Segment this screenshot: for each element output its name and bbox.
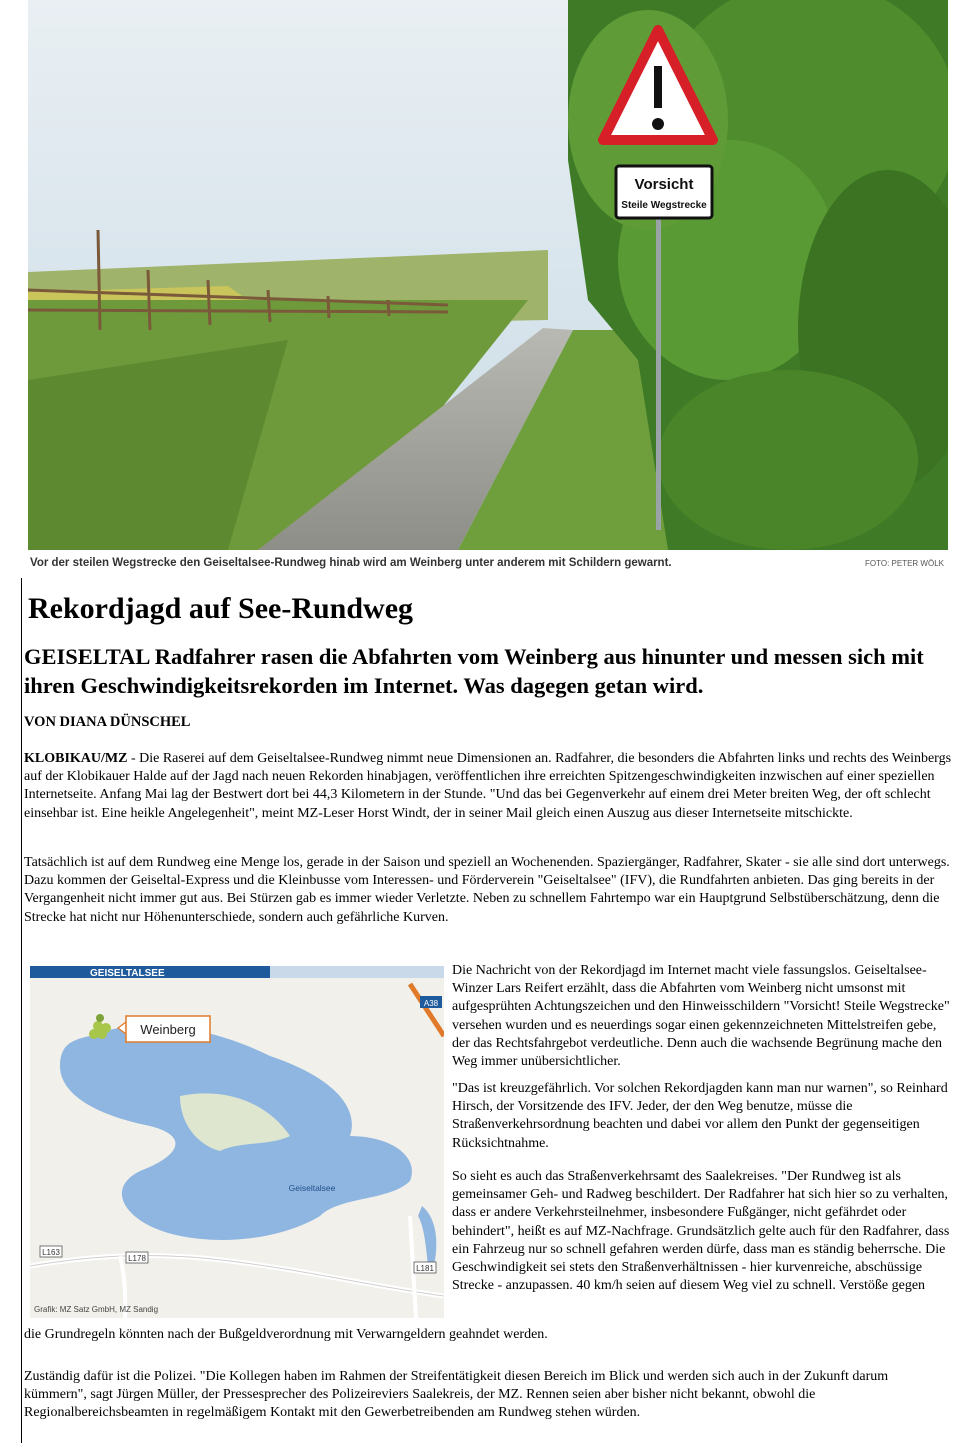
article-title: Rekordjagd auf See-Rundweg: [28, 592, 414, 625]
map-header: GEISELTALSEE: [90, 968, 165, 979]
paragraph-2: Tatsächlich ist auf dem Rundweg eine Menge los, gerade in der Saison und speziell an Wochenenden. Spaziergänger, Radfahrer, Skater - sie alle sind dort unterwegs. Dazu kommen der Geiseltal-Express und die Kleinbusse vom Interessen- und Förderverein "Geiseltalsee" (IFV), die Rundfahrten anbieten. Das ging bereits in der Vergangenheit nicht immer gut aus. Bei Stürzen gab es immer wieder Verletzte. Neben zu schnellem Fahrtempo war ein Hauptgrund Selbstüberschätzung, denn die Strecke hat nicht nur Höhenunterschiede, sondern auch gefährliche Kurven.: [24, 855, 950, 925]
lake-label: Geiseltalsee: [288, 1183, 336, 1193]
paragraph-1: [24, 750, 954, 823]
dateline: KLOBIKAU/MZ: [24, 751, 128, 766]
paragraph-6: die Grundregeln könnten nach der Bußgeldverordnung mit Verwarngeldern geahndet werden.: [24, 1327, 548, 1342]
paragraph-7: Zuständig dafür ist die Polizei. "Die Kollegen haben im Rahmen der Streifentätigkeit diesen Bereich im Blick und werden sich auch in der Zukunft darum kümmern", sagt Jürgen Müller, der Pressesprecher des Polizeireviers Saalekreis, der MZ. Rennen seien aber bisher nicht bekannt, obwohl die Regionalbereichsbeamten in regelmäßigem Kontakt mit den Gewerbetreibenden am Rundweg stehen würden.: [24, 1369, 889, 1421]
weinberg-label: Weinberg: [140, 1022, 196, 1037]
sign-line-2: Steile Wegstrecke: [621, 200, 707, 211]
caption-text: Vor der steilen Wegstrecke den Geiseltalsee-Rundweg hinab wird am Weinberg unter anderem mit Schildern gewarnt.: [30, 557, 672, 569]
paragraph-1-text: - Die Raserei auf dem Geiseltalsee-Rundweg nimmt neue Dimensionen an. Radfahrer, die besonders die Abfahrten links und rechts des Weinbergs auf der Klobikauer Halde auf der Jagd nach neuen Rekorden hinabjagen, veröffentlichen ihre erreichten Spitzengeschwindigkeiten inzwischen auf einer speziellen Internetseite. Anfang Mai lag der Bestwert dort bei 44,3 Kilometern in der Stunde. "Und das bei Gegenverkehr auf einem drei Meter breiten Weg, der oft schlecht einsehbar ist. Eine heikle Angelegenheit", meint MZ-Leser Horst Windt, der in seiner Mail gleich einen Auszug aus dieser Internetseite mitschickte.: [24, 751, 952, 821]
map-credit: Grafik: MZ Satz GmbH, MZ Sandig: [34, 1305, 159, 1314]
paragraph-3: Die Nachricht von der Rekordjagd im Internet macht viele fassungslos. Geiseltalsee-Winzer Lars Reifert erzählt, dass die Abfahrten vom Weinberg nicht umsonst mit aufgesprühten Achtungszeichen und den Hinweisschildern "Vorsicht! Steile Wegstrecke" versehen wurden und es neuerdings sogar einen gekennzeichneten Mittelstreifen gebe, der das Rechtsfahrgebot verdeutliche. Denn auch die wachsende Begrünung mache den Weg immer unübersichtlicher.: [452, 963, 950, 1070]
paragraph-4: "Das ist kreuzgefährlich. Vor solchen Rekordjagden kann man nur warnen", so Reinhard Hirsch, der Vorsitzende des IFV. Jeder, der den Weg benutze, müsse die Straßenverkehrsordnung beachten und dabei vor allem den Punkt der gegenseitigen Rücksichtnahme.: [452, 1081, 948, 1151]
column-rule: [21, 578, 22, 1443]
road-a38-label: A38: [423, 999, 439, 1008]
photo-caption: [30, 557, 946, 575]
paragraph-5: So sieht es auch das Straßenverkehrsamt des Saalekreises. "Der Rundweg ist als gemeinsamer Geh- und Radweg beschildert. Der Radfahrer hat sich hier so zu verhalten, dass er andere Verkehrsteilnehmer, insbesondere Fußgänger, nicht gefährdet oder behindert", heißt es auf MZ-Nachfrage. Grundsätzlich gelte auch für den Radfahrer, dass ein Fahrzeug nur so schnell gefahren werden dürfe, dass man es ständig beherrsche. Die Geschwindigkeit sei stets den Straßenverhältnissen - hier kurvenreiche, abschüssige Strecke - anzupassen. 40 km/h seien auf diesem Weg viel zu schnell. Verstöße gegen: [452, 1169, 950, 1294]
road-l181-label: L181: [416, 1264, 434, 1273]
photo-credit: FOTO: PETER WÖLK: [865, 559, 944, 568]
article-byline: VON DIANA DÜNSCHEL: [24, 714, 191, 730]
lake-map: [30, 966, 444, 1318]
road-l163-label: L163: [42, 1248, 60, 1257]
sign-line-1: Vorsicht: [634, 176, 694, 193]
road-l178-label: L178: [128, 1254, 146, 1263]
article-subtitle: GEISELTAL Radfahrer rasen die Abfahrten vom Weinberg aus hinunter und messen sich mit ihren Geschwindigkeitsrekorden im Internet. Was dagegen getan wird.: [24, 644, 924, 698]
article-photo: [28, 0, 948, 550]
